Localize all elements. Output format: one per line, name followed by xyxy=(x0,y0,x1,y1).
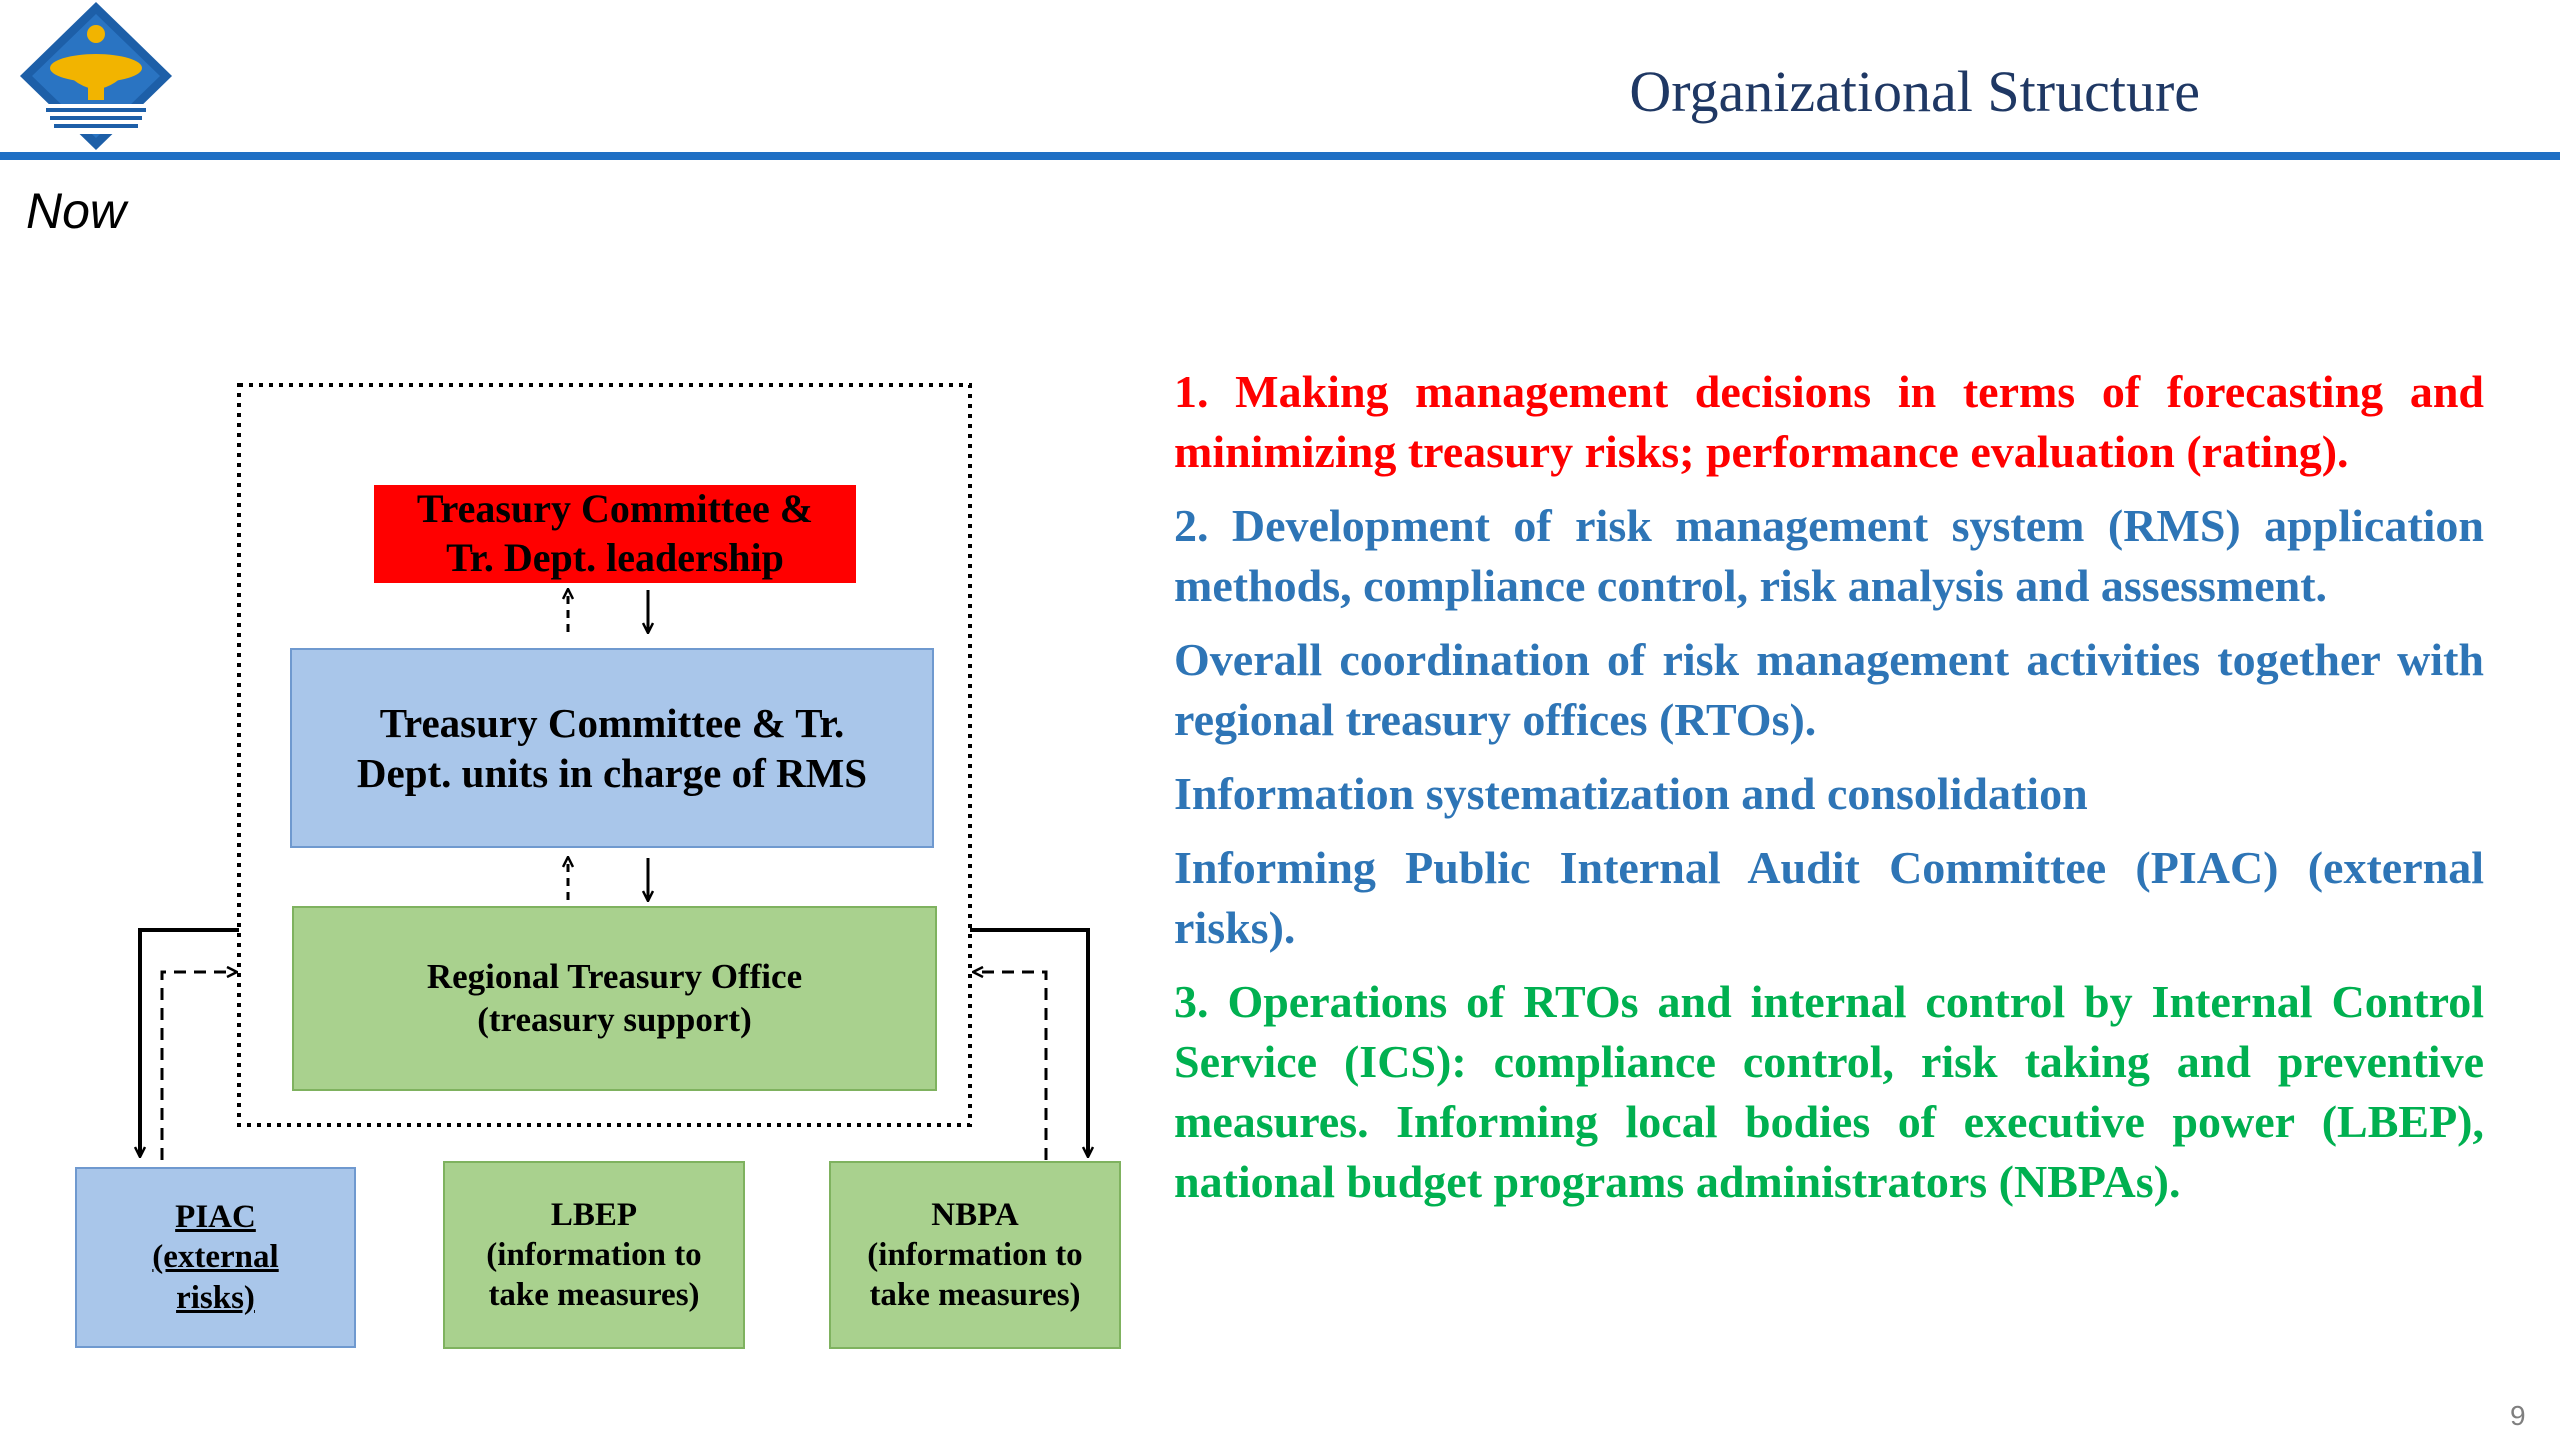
nbpa-line2: (information to xyxy=(867,1236,1083,1273)
piac-line1: PIAC xyxy=(175,1199,256,1236)
description-item: 2. Development of risk management system (RMS) application methods, compliance control, risk analysis and assessment. xyxy=(1174,500,2484,611)
leadership-line1: Treasury Committee & xyxy=(416,486,814,532)
regional-office-line2: (treasury support) xyxy=(477,999,752,1039)
piac-line2: (external xyxy=(152,1239,279,1276)
nbpa-line3: take measures) xyxy=(869,1277,1081,1314)
description-item: Information systematization and consolidation xyxy=(1174,768,2088,819)
rms-units-box xyxy=(290,648,934,848)
page-number: 9 xyxy=(2510,1400,2526,1431)
regional-office-box xyxy=(292,906,937,1091)
piac-line3: risks) xyxy=(176,1279,255,1316)
section-label: Now xyxy=(26,183,127,239)
description-panel xyxy=(1174,362,2484,1226)
description-item: 1. Making management decisions in terms of forecasting and minimizing treasury risks; performance evaluation (rating). xyxy=(1174,366,2484,477)
piac-box xyxy=(75,1167,356,1348)
regional-office-line1: Regional Treasury Office xyxy=(426,956,803,996)
slide-title: Organizational Structure xyxy=(1629,59,2200,124)
nbpa-line1: NBPA xyxy=(931,1196,1019,1233)
leadership-box xyxy=(374,485,856,583)
description-item: Overall coordination of risk management activities together with regional treasury offices (RTOs). xyxy=(1174,634,2484,745)
leadership-line2: Tr. Dept. leadership xyxy=(446,535,784,580)
lbep-box xyxy=(443,1161,745,1349)
lbep-line1: LBEP xyxy=(550,1196,638,1233)
description-item: Informing Public Internal Audit Committee (PIAC) (external risks). xyxy=(1174,842,2484,953)
rms-units-line1: Treasury Committee & Tr. xyxy=(379,699,845,746)
nbpa-box xyxy=(829,1161,1121,1349)
description-item: 3. Operations of RTOs and internal control by Internal Control Service (ICS): compliance control, risk taking and preventive measures. Informing local bodies of executive power (LBEP), national budget programs administrators (NBPAs). xyxy=(1174,976,2484,1207)
rms-units-line2: Dept. units in charge of RMS xyxy=(356,750,868,796)
arrow-to-piac xyxy=(140,930,239,1156)
lbep-line3: take measures) xyxy=(488,1277,700,1314)
arrow-to-nbpa xyxy=(970,930,1088,1156)
arrow-piac-to-boundary xyxy=(162,972,236,1160)
lbep-line2: (information to xyxy=(486,1236,702,1273)
arrow-nbpa-to-boundary xyxy=(974,972,1046,1160)
